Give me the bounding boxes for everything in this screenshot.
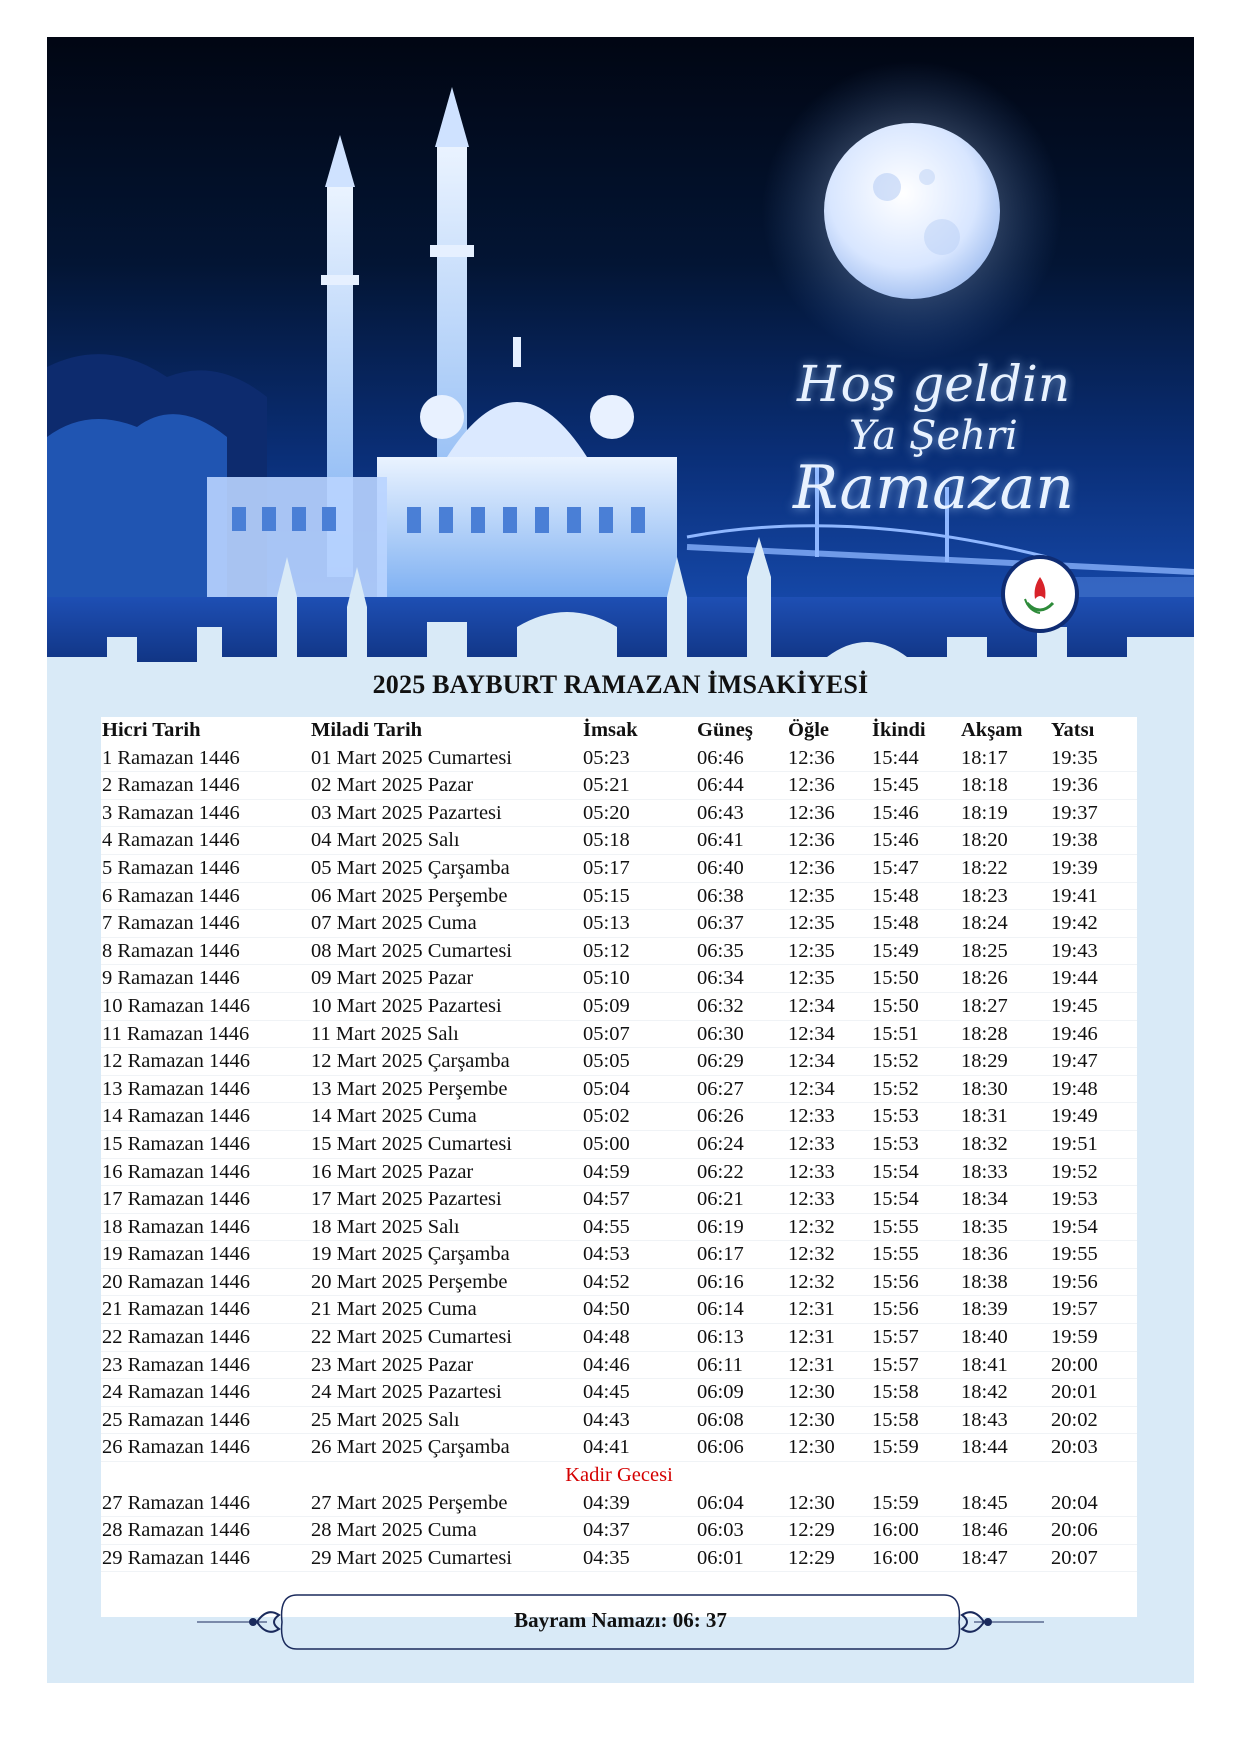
table-cell: 18:39 (961, 1298, 1008, 1321)
table-cell: 12:29 (788, 1519, 835, 1542)
table-cell: 12:36 (788, 801, 835, 824)
table-cell: 18:44 (961, 1436, 1008, 1459)
table-cell: 06:09 (697, 1381, 744, 1404)
table-cell: 20:06 (1051, 1519, 1098, 1542)
table-cell: 19:51 (1051, 1132, 1098, 1155)
table-row (101, 1434, 1137, 1462)
table-cell: 06:11 (697, 1353, 743, 1376)
table-row (101, 827, 1137, 855)
table-cell: 18:22 (961, 856, 1008, 879)
table-cell: 01 Mart 2025 Cumartesi (311, 746, 512, 769)
table-cell: 18:29 (961, 1050, 1008, 1073)
table-cell: 15:54 (872, 1160, 919, 1183)
table-cell: 04 Mart 2025 Salı (311, 829, 460, 852)
table-cell: 06 Mart 2025 Perşembe (311, 884, 508, 907)
table-cell: 06:17 (697, 1243, 744, 1266)
union-logo (1001, 555, 1079, 633)
table-cell: 19:52 (1051, 1160, 1098, 1183)
column-header: Yatsı (1051, 719, 1095, 741)
table-cell: 15:59 (872, 1436, 919, 1459)
table-cell: 23 Mart 2025 Pazar (311, 1353, 474, 1376)
table-cell: 29 Ramazan 1446 (102, 1546, 251, 1569)
table-cell: 26 Mart 2025 Çarşamba (311, 1436, 510, 1459)
table-cell: 05:18 (583, 829, 630, 852)
table-row (101, 745, 1137, 773)
table-cell: 28 Ramazan 1446 (102, 1519, 251, 1542)
table-cell: 20:07 (1051, 1546, 1098, 1569)
table-cell: 26 Ramazan 1446 (102, 1436, 251, 1459)
table-cell: 06:38 (697, 884, 744, 907)
table-cell: 05:04 (583, 1077, 630, 1100)
table-cell: 12:33 (788, 1132, 835, 1155)
table-cell: 12 Mart 2025 Çarşamba (311, 1050, 510, 1073)
table-cell: 15:57 (872, 1353, 919, 1376)
table-row (101, 1048, 1137, 1076)
table-cell: 06:40 (697, 856, 744, 879)
table-row (101, 1269, 1137, 1297)
table-row (101, 883, 1137, 911)
table-cell: 18:42 (961, 1381, 1008, 1404)
table-cell: 06:44 (697, 774, 744, 797)
table-row (101, 855, 1137, 883)
table-cell: 06:22 (697, 1160, 744, 1183)
table-cell: 11 Mart 2025 Salı (311, 1022, 459, 1045)
table-cell: 18:46 (961, 1519, 1008, 1542)
table-cell: 16 Ramazan 1446 (102, 1160, 251, 1183)
table-cell: 04:46 (583, 1353, 630, 1376)
table-body-before (101, 745, 1137, 1462)
table-cell: 05:05 (583, 1050, 630, 1073)
table-row (101, 1296, 1137, 1324)
table-cell: 18:25 (961, 939, 1008, 962)
table-cell: 5 Ramazan 1446 (102, 856, 240, 879)
table-cell: 24 Ramazan 1446 (102, 1381, 251, 1404)
table-cell: 18:35 (961, 1215, 1008, 1238)
table-cell: 11 Ramazan 1446 (102, 1022, 250, 1045)
hero-banner (47, 37, 1194, 685)
table-cell: 18 Ramazan 1446 (102, 1215, 251, 1238)
table-row (101, 1186, 1137, 1214)
table-cell: 19 Ramazan 1446 (102, 1243, 251, 1266)
table-cell: 06:29 (697, 1050, 744, 1073)
table-cell: 12:32 (788, 1243, 835, 1266)
table-cell: 20:01 (1051, 1381, 1098, 1404)
greeting-line-1: Hoş geldin (796, 355, 1071, 413)
table-cell: 15 Mart 2025 Cumartesi (311, 1132, 512, 1155)
table-cell: 13 Ramazan 1446 (102, 1077, 251, 1100)
table-row (101, 1545, 1137, 1573)
table-cell: 16:00 (872, 1546, 919, 1569)
table-cell: 12:36 (788, 746, 835, 769)
table-cell: 17 Mart 2025 Pazartesi (311, 1188, 502, 1211)
prayer-times-table (101, 717, 1137, 1617)
table-cell: 12:35 (788, 884, 835, 907)
table-cell: 19:49 (1051, 1105, 1098, 1128)
table-cell: 19:54 (1051, 1215, 1098, 1238)
table-cell: 18:28 (961, 1022, 1008, 1045)
kadir-gecesi-label: Kadir Gecesi (565, 1464, 673, 1487)
table-row (101, 1241, 1137, 1269)
table-cell: 05:09 (583, 994, 630, 1017)
table-cell: 06:04 (697, 1491, 744, 1514)
table-cell: 15:46 (872, 829, 919, 852)
table-cell: 15:50 (872, 967, 919, 990)
table-cell: 18:33 (961, 1160, 1008, 1183)
table-cell: 2 Ramazan 1446 (102, 774, 240, 797)
bayram-namazi-label: Bayram Namazı: 06: 37 (514, 1608, 727, 1632)
table-cell: 25 Ramazan 1446 (102, 1408, 251, 1431)
table-cell: 18:31 (961, 1105, 1008, 1128)
table-cell: 06:32 (697, 994, 744, 1017)
table-row (101, 1324, 1137, 1352)
column-header: Öğle (788, 719, 829, 741)
table-cell: 07 Mart 2025 Cuma (311, 912, 477, 935)
table-cell: 27 Mart 2025 Perşembe (311, 1491, 508, 1514)
greeting-line-3: Ramazan (792, 453, 1074, 523)
table-row (101, 1352, 1137, 1380)
table-cell: 05:17 (583, 856, 630, 879)
table-cell: 18:32 (961, 1132, 1008, 1155)
table-row (101, 1214, 1137, 1242)
table-cell: 18:38 (961, 1270, 1008, 1293)
column-header: Akşam (961, 719, 1023, 741)
table-cell: 18:23 (961, 884, 1008, 907)
table-row (101, 1159, 1137, 1187)
table-cell: 05:02 (583, 1105, 630, 1128)
table-row (101, 1379, 1137, 1407)
table-cell: 12:30 (788, 1408, 835, 1431)
table-cell: 12 Ramazan 1446 (102, 1050, 251, 1073)
table-cell: 15:52 (872, 1077, 919, 1100)
table-cell: 15:53 (872, 1132, 919, 1155)
table-cell: 3 Ramazan 1446 (102, 801, 240, 824)
table-cell: 19:46 (1051, 1022, 1098, 1045)
greeting-text (793, 355, 1074, 523)
table-cell: 15:46 (872, 801, 919, 824)
table-header-row (101, 717, 1137, 745)
table-row (101, 910, 1137, 938)
table-cell: 21 Mart 2025 Cuma (311, 1298, 477, 1321)
table-cell: 04:41 (583, 1436, 630, 1459)
table-cell: 12:30 (788, 1491, 835, 1514)
table-cell: 18:45 (961, 1491, 1008, 1514)
table-cell: 12:34 (788, 1050, 835, 1073)
table-cell: 06:06 (697, 1436, 744, 1459)
table-cell: 6 Ramazan 1446 (102, 884, 240, 907)
table-cell: 19:53 (1051, 1188, 1098, 1211)
table-cell: 06:35 (697, 939, 744, 962)
table-cell: 06:08 (697, 1408, 744, 1431)
table-cell: 28 Mart 2025 Cuma (311, 1519, 477, 1542)
table-cell: 15:52 (872, 1050, 919, 1073)
table-cell: 18:26 (961, 967, 1008, 990)
table-cell: 15:55 (872, 1215, 919, 1238)
table-cell: 18:40 (961, 1326, 1008, 1349)
table-cell: 19:44 (1051, 967, 1098, 990)
table-cell: 19:55 (1051, 1243, 1098, 1266)
column-header: Hicri Tarih (102, 719, 201, 741)
table-cell: 05:20 (583, 801, 630, 824)
table-cell: 12:31 (788, 1353, 835, 1376)
table-cell: 05:00 (583, 1132, 630, 1155)
table-row (101, 993, 1137, 1021)
table-body-after (101, 1490, 1137, 1573)
table-cell: 19:35 (1051, 746, 1098, 769)
table-cell: 18:20 (961, 829, 1008, 852)
rose-emblem-icon (1005, 559, 1075, 629)
table-cell: 05:13 (583, 912, 630, 935)
table-cell: 12:36 (788, 774, 835, 797)
table-cell: 15:56 (872, 1298, 919, 1321)
table-cell: 08 Mart 2025 Cumartesi (311, 939, 512, 962)
table-cell: 04:39 (583, 1491, 630, 1514)
table-cell: 14 Mart 2025 Cuma (311, 1105, 477, 1128)
table-cell: 18:27 (961, 994, 1008, 1017)
table-cell: 04:55 (583, 1215, 630, 1238)
table-cell: 12:36 (788, 829, 835, 852)
table-cell: 21 Ramazan 1446 (102, 1298, 251, 1321)
table-cell: 19:36 (1051, 774, 1098, 797)
table-cell: 10 Ramazan 1446 (102, 994, 251, 1017)
table-cell: 20:03 (1051, 1436, 1098, 1459)
table-cell: 19:57 (1051, 1298, 1098, 1321)
table-cell: 23 Ramazan 1446 (102, 1353, 251, 1376)
table-cell: 06:46 (697, 746, 744, 769)
table-cell: 29 Mart 2025 Cumartesi (311, 1546, 512, 1569)
table-cell: 06:13 (697, 1326, 744, 1349)
table-cell: 04:53 (583, 1243, 630, 1266)
table-cell: 15:49 (872, 939, 919, 962)
table-cell: 15:55 (872, 1243, 919, 1266)
table-cell: 12:35 (788, 967, 835, 990)
table-cell: 18:41 (961, 1353, 1008, 1376)
table-cell: 05 Mart 2025 Çarşamba (311, 856, 510, 879)
table-cell: 06:01 (697, 1546, 744, 1569)
table-cell: 19:37 (1051, 801, 1098, 824)
table-cell: 04:48 (583, 1326, 630, 1349)
table-cell: 19:56 (1051, 1270, 1098, 1293)
table-cell: 06:14 (697, 1298, 744, 1321)
table-cell: 12:33 (788, 1188, 835, 1211)
table-cell: 18:43 (961, 1408, 1008, 1431)
table-cell: 06:30 (697, 1022, 744, 1045)
table-cell: 06:19 (697, 1215, 744, 1238)
table-cell: 06:26 (697, 1105, 744, 1128)
table-row (101, 1131, 1137, 1159)
table-cell: 02 Mart 2025 Pazar (311, 774, 474, 797)
table-cell: 06:03 (697, 1519, 744, 1542)
table-cell: 12:34 (788, 994, 835, 1017)
table-cell: 06:21 (697, 1188, 744, 1211)
table-cell: 12:34 (788, 1022, 835, 1045)
table-cell: 12:36 (788, 856, 835, 879)
table-cell: 12:35 (788, 939, 835, 962)
table-cell: 19:45 (1051, 994, 1098, 1017)
table-row (101, 1021, 1137, 1049)
table-cell: 15:56 (872, 1270, 919, 1293)
table-cell: 18:24 (961, 912, 1008, 935)
table-cell: 15:58 (872, 1381, 919, 1404)
table-cell: 15:47 (872, 856, 919, 879)
table-cell: 04:59 (583, 1160, 630, 1183)
table-cell: 12:35 (788, 912, 835, 935)
table-cell: 15:48 (872, 912, 919, 935)
table-cell: 06:41 (697, 829, 744, 852)
table-cell: 15 Ramazan 1446 (102, 1132, 251, 1155)
table-cell: 20:00 (1051, 1353, 1098, 1376)
table-cell: 19:41 (1051, 884, 1098, 907)
table-cell: 9 Ramazan 1446 (102, 967, 240, 990)
table-cell: 24 Mart 2025 Pazartesi (311, 1381, 502, 1404)
table-cell: 17 Ramazan 1446 (102, 1188, 251, 1211)
table-cell: 15:57 (872, 1326, 919, 1349)
table-cell: 16:00 (872, 1519, 919, 1542)
table-cell: 19:39 (1051, 856, 1098, 879)
table-cell: 15:50 (872, 994, 919, 1017)
table-cell: 20 Mart 2025 Perşembe (311, 1270, 508, 1293)
table-cell: 15:51 (872, 1022, 919, 1045)
table-cell: 22 Ramazan 1446 (102, 1326, 251, 1349)
table-cell: 04:35 (583, 1546, 630, 1569)
table-cell: 19:42 (1051, 912, 1098, 935)
table-cell: 7 Ramazan 1446 (102, 912, 240, 935)
table-cell: 06:16 (697, 1270, 744, 1293)
table-cell: 12:31 (788, 1298, 835, 1321)
table-cell: 15:48 (872, 884, 919, 907)
table-cell: 05:07 (583, 1022, 630, 1045)
table-cell: 05:21 (583, 774, 630, 797)
table-cell: 12:32 (788, 1270, 835, 1293)
table-cell: 15:59 (872, 1491, 919, 1514)
table-cell: 15:54 (872, 1188, 919, 1211)
table-cell: 16 Mart 2025 Pazar (311, 1160, 474, 1183)
table-cell: 20 Ramazan 1446 (102, 1270, 251, 1293)
table-cell: 19 Mart 2025 Çarşamba (311, 1243, 510, 1266)
table-cell: 15:58 (872, 1408, 919, 1431)
table-cell: 14 Ramazan 1446 (102, 1105, 251, 1128)
table-cell: 19:59 (1051, 1326, 1098, 1349)
table-row (101, 938, 1137, 966)
table-row (101, 965, 1137, 993)
table-cell: 8 Ramazan 1446 (102, 939, 240, 962)
table-cell: 06:37 (697, 912, 744, 935)
greeting-line-2: Ya Şehri (849, 413, 1018, 459)
table-cell: 19:38 (1051, 829, 1098, 852)
table-cell: 15:53 (872, 1105, 919, 1128)
table-cell: 12:30 (788, 1381, 835, 1404)
table-cell: 12:34 (788, 1077, 835, 1100)
table-row (101, 800, 1137, 828)
column-header: Miladi Tarih (311, 719, 423, 741)
table-cell: 18:18 (961, 774, 1008, 797)
table-cell: 18 Mart 2025 Salı (311, 1215, 460, 1238)
table-cell: 18:19 (961, 801, 1008, 824)
table-cell: 06:27 (697, 1077, 744, 1100)
table-cell: 09 Mart 2025 Pazar (311, 967, 474, 990)
table-cell: 19:48 (1051, 1077, 1098, 1100)
table-cell: 22 Mart 2025 Cumartesi (311, 1326, 512, 1349)
table-cell: 05:12 (583, 939, 630, 962)
table-row (101, 1407, 1137, 1435)
moon-icon (824, 123, 1000, 299)
table-cell: 13 Mart 2025 Perşembe (311, 1077, 508, 1100)
table-cell: 06:24 (697, 1132, 744, 1155)
table-cell: 15:45 (872, 774, 919, 797)
table-cell: 05:15 (583, 884, 630, 907)
table-row (101, 1490, 1137, 1518)
table-cell: 12:33 (788, 1160, 835, 1183)
table-cell: 06:43 (697, 801, 744, 824)
table-cell: 18:34 (961, 1188, 1008, 1211)
table-row (101, 1517, 1137, 1545)
table-cell: 20:04 (1051, 1491, 1098, 1514)
table-cell: 04:52 (583, 1270, 630, 1293)
table-cell: 04:57 (583, 1188, 630, 1211)
table-cell: 04:45 (583, 1381, 630, 1404)
table-cell: 12:30 (788, 1436, 835, 1459)
table-cell: 04:37 (583, 1519, 630, 1542)
table-cell: 06:34 (697, 967, 744, 990)
table-cell: 12:33 (788, 1105, 835, 1128)
column-header: İkindi (872, 719, 926, 741)
page-title: 2025 BAYBURT RAMAZAN İMSAKİYESİ (372, 670, 869, 699)
column-header: Güneş (697, 719, 753, 741)
table-row (101, 1103, 1137, 1131)
table-row (101, 772, 1137, 800)
table-cell: 25 Mart 2025 Salı (311, 1408, 460, 1431)
column-header: İmsak (583, 719, 638, 741)
table-cell: 18:36 (961, 1243, 1008, 1266)
table-cell: 12:32 (788, 1215, 835, 1238)
table-cell: 03 Mart 2025 Pazartesi (311, 801, 502, 824)
table-cell: 18:30 (961, 1077, 1008, 1100)
table-cell: 04:43 (583, 1408, 630, 1431)
table-cell: 12:31 (788, 1326, 835, 1349)
table-cell: 4 Ramazan 1446 (102, 829, 240, 852)
table-cell: 19:43 (1051, 939, 1098, 962)
table-cell: 18:47 (961, 1546, 1008, 1569)
table-cell: 15:44 (872, 746, 919, 769)
table-cell: 05:23 (583, 746, 630, 769)
table-cell: 04:50 (583, 1298, 630, 1321)
table-cell: 1 Ramazan 1446 (102, 746, 240, 769)
table-row (101, 1076, 1137, 1104)
table-cell: 12:29 (788, 1546, 835, 1569)
table-cell: 19:47 (1051, 1050, 1098, 1073)
table-cell: 27 Ramazan 1446 (102, 1491, 251, 1514)
table-cell: 20:02 (1051, 1408, 1098, 1431)
table-cell: 05:10 (583, 967, 630, 990)
poster (47, 37, 1194, 1683)
table-cell: 10 Mart 2025 Pazartesi (311, 994, 502, 1017)
table-cell: 18:17 (961, 746, 1008, 769)
